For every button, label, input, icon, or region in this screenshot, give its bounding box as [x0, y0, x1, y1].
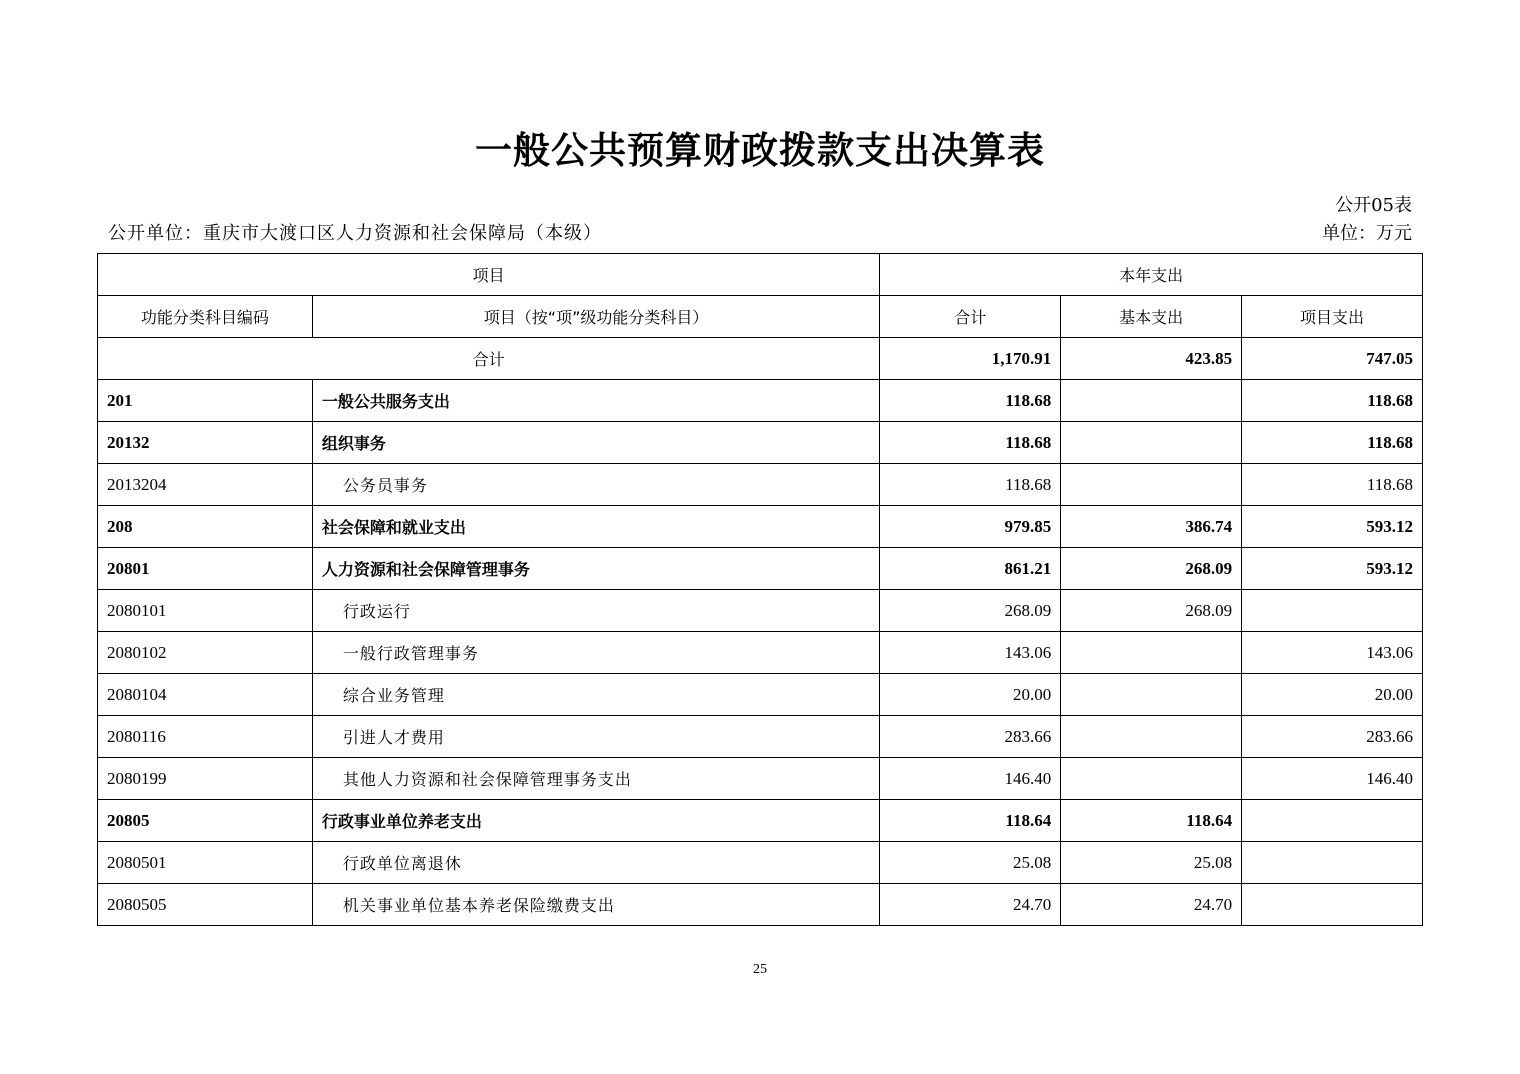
table-row — [98, 674, 1423, 716]
table-row — [98, 422, 1423, 464]
unit-label: 单位：万元 — [1322, 223, 1412, 244]
cell-basic: 268.09 — [1061, 548, 1242, 590]
cell-total: 861.21 — [880, 548, 1061, 590]
cell-code: 208 — [98, 506, 313, 548]
cell-name: 公务员事务 — [312, 464, 880, 506]
cell-basic — [1061, 464, 1242, 506]
cell-total: 24.70 — [880, 884, 1061, 926]
page-number: 25 — [753, 962, 767, 977]
expenditure-table — [97, 253, 1423, 926]
cell-total: 118.64 — [880, 800, 1061, 842]
cell-basic: 386.74 — [1061, 506, 1242, 548]
cell-name: 人力资源和社会保障管理事务 — [312, 548, 880, 590]
cell-project: 146.40 — [1242, 758, 1423, 800]
table-row — [98, 884, 1423, 926]
cell-name: 引进人才费用 — [312, 716, 880, 758]
cell-name: 一般公共服务支出 — [312, 380, 880, 422]
cell-name: 行政单位离退休 — [312, 842, 880, 884]
table-row — [98, 380, 1423, 422]
header-current-year: 本年支出 — [880, 254, 1423, 296]
cell-project — [1242, 800, 1423, 842]
cell-basic — [1061, 716, 1242, 758]
header-total: 合计 — [880, 296, 1061, 338]
cell-code: 2013204 — [98, 464, 313, 506]
header-row-2 — [98, 296, 1423, 338]
cell-total: 118.68 — [880, 464, 1061, 506]
total-label: 合计 — [98, 338, 880, 380]
cell-code: 2080501 — [98, 842, 313, 884]
table-number: 公开05表 — [1335, 195, 1412, 216]
cell-project: 593.12 — [1242, 506, 1423, 548]
cell-project — [1242, 590, 1423, 632]
organization: 公开单位：重庆市大渡口区人力资源和社会保障局（本级） — [108, 223, 602, 244]
cell-name: 机关事业单位基本养老保险缴费支出 — [312, 884, 880, 926]
total-total: 1,170.91 — [880, 338, 1061, 380]
cell-code: 2080116 — [98, 716, 313, 758]
cell-total: 979.85 — [880, 506, 1061, 548]
cell-basic — [1061, 380, 1242, 422]
cell-project — [1242, 842, 1423, 884]
cell-code: 2080102 — [98, 632, 313, 674]
cell-total: 268.09 — [880, 590, 1061, 632]
cell-name: 一般行政管理事务 — [312, 632, 880, 674]
table-row — [98, 590, 1423, 632]
cell-basic: 24.70 — [1061, 884, 1242, 926]
cell-name: 其他人力资源和社会保障管理事务支出 — [312, 758, 880, 800]
cell-name: 综合业务管理 — [312, 674, 880, 716]
table-row — [98, 632, 1423, 674]
cell-project: 118.68 — [1242, 464, 1423, 506]
header-project-exp: 项目支出 — [1242, 296, 1423, 338]
header-row-1 — [98, 254, 1423, 296]
cell-code: 2080199 — [98, 758, 313, 800]
cell-project: 118.68 — [1242, 422, 1423, 464]
cell-basic — [1061, 632, 1242, 674]
cell-basic: 268.09 — [1061, 590, 1242, 632]
cell-code: 2080505 — [98, 884, 313, 926]
cell-total: 25.08 — [880, 842, 1061, 884]
table-row — [98, 548, 1423, 590]
header-basic: 基本支出 — [1061, 296, 1242, 338]
cell-code: 20132 — [98, 422, 313, 464]
table-row — [98, 758, 1423, 800]
table-row — [98, 800, 1423, 842]
cell-name: 组织事务 — [312, 422, 880, 464]
cell-code: 20805 — [98, 800, 313, 842]
cell-project — [1242, 884, 1423, 926]
cell-name: 行政事业单位养老支出 — [312, 800, 880, 842]
cell-basic — [1061, 422, 1242, 464]
cell-name: 行政运行 — [312, 590, 880, 632]
cell-code: 2080101 — [98, 590, 313, 632]
header-code: 功能分类科目编码 — [98, 296, 313, 338]
cell-project: 20.00 — [1242, 674, 1423, 716]
table-row — [98, 464, 1423, 506]
cell-total: 143.06 — [880, 632, 1061, 674]
cell-basic: 25.08 — [1061, 842, 1242, 884]
cell-name: 社会保障和就业支出 — [312, 506, 880, 548]
cell-basic: 118.64 — [1061, 800, 1242, 842]
page-title: 一般公共预算财政拨款支出决算表 — [475, 129, 1045, 172]
cell-project: 143.06 — [1242, 632, 1423, 674]
table-row — [98, 842, 1423, 884]
header-item: 项目（按“项”级功能分类科目） — [312, 296, 880, 338]
cell-project: 593.12 — [1242, 548, 1423, 590]
cell-total: 146.40 — [880, 758, 1061, 800]
table-row — [98, 506, 1423, 548]
cell-basic — [1061, 758, 1242, 800]
cell-total: 118.68 — [880, 380, 1061, 422]
header-project: 项目 — [98, 254, 880, 296]
cell-total: 20.00 — [880, 674, 1061, 716]
cell-code: 20801 — [98, 548, 313, 590]
cell-code: 2080104 — [98, 674, 313, 716]
cell-total: 118.68 — [880, 422, 1061, 464]
table-row — [98, 716, 1423, 758]
cell-project: 118.68 — [1242, 380, 1423, 422]
total-basic: 423.85 — [1061, 338, 1242, 380]
cell-total: 283.66 — [880, 716, 1061, 758]
cell-project: 283.66 — [1242, 716, 1423, 758]
total-row — [98, 338, 1423, 380]
cell-basic — [1061, 674, 1242, 716]
total-project: 747.05 — [1242, 338, 1423, 380]
cell-code: 201 — [98, 380, 313, 422]
